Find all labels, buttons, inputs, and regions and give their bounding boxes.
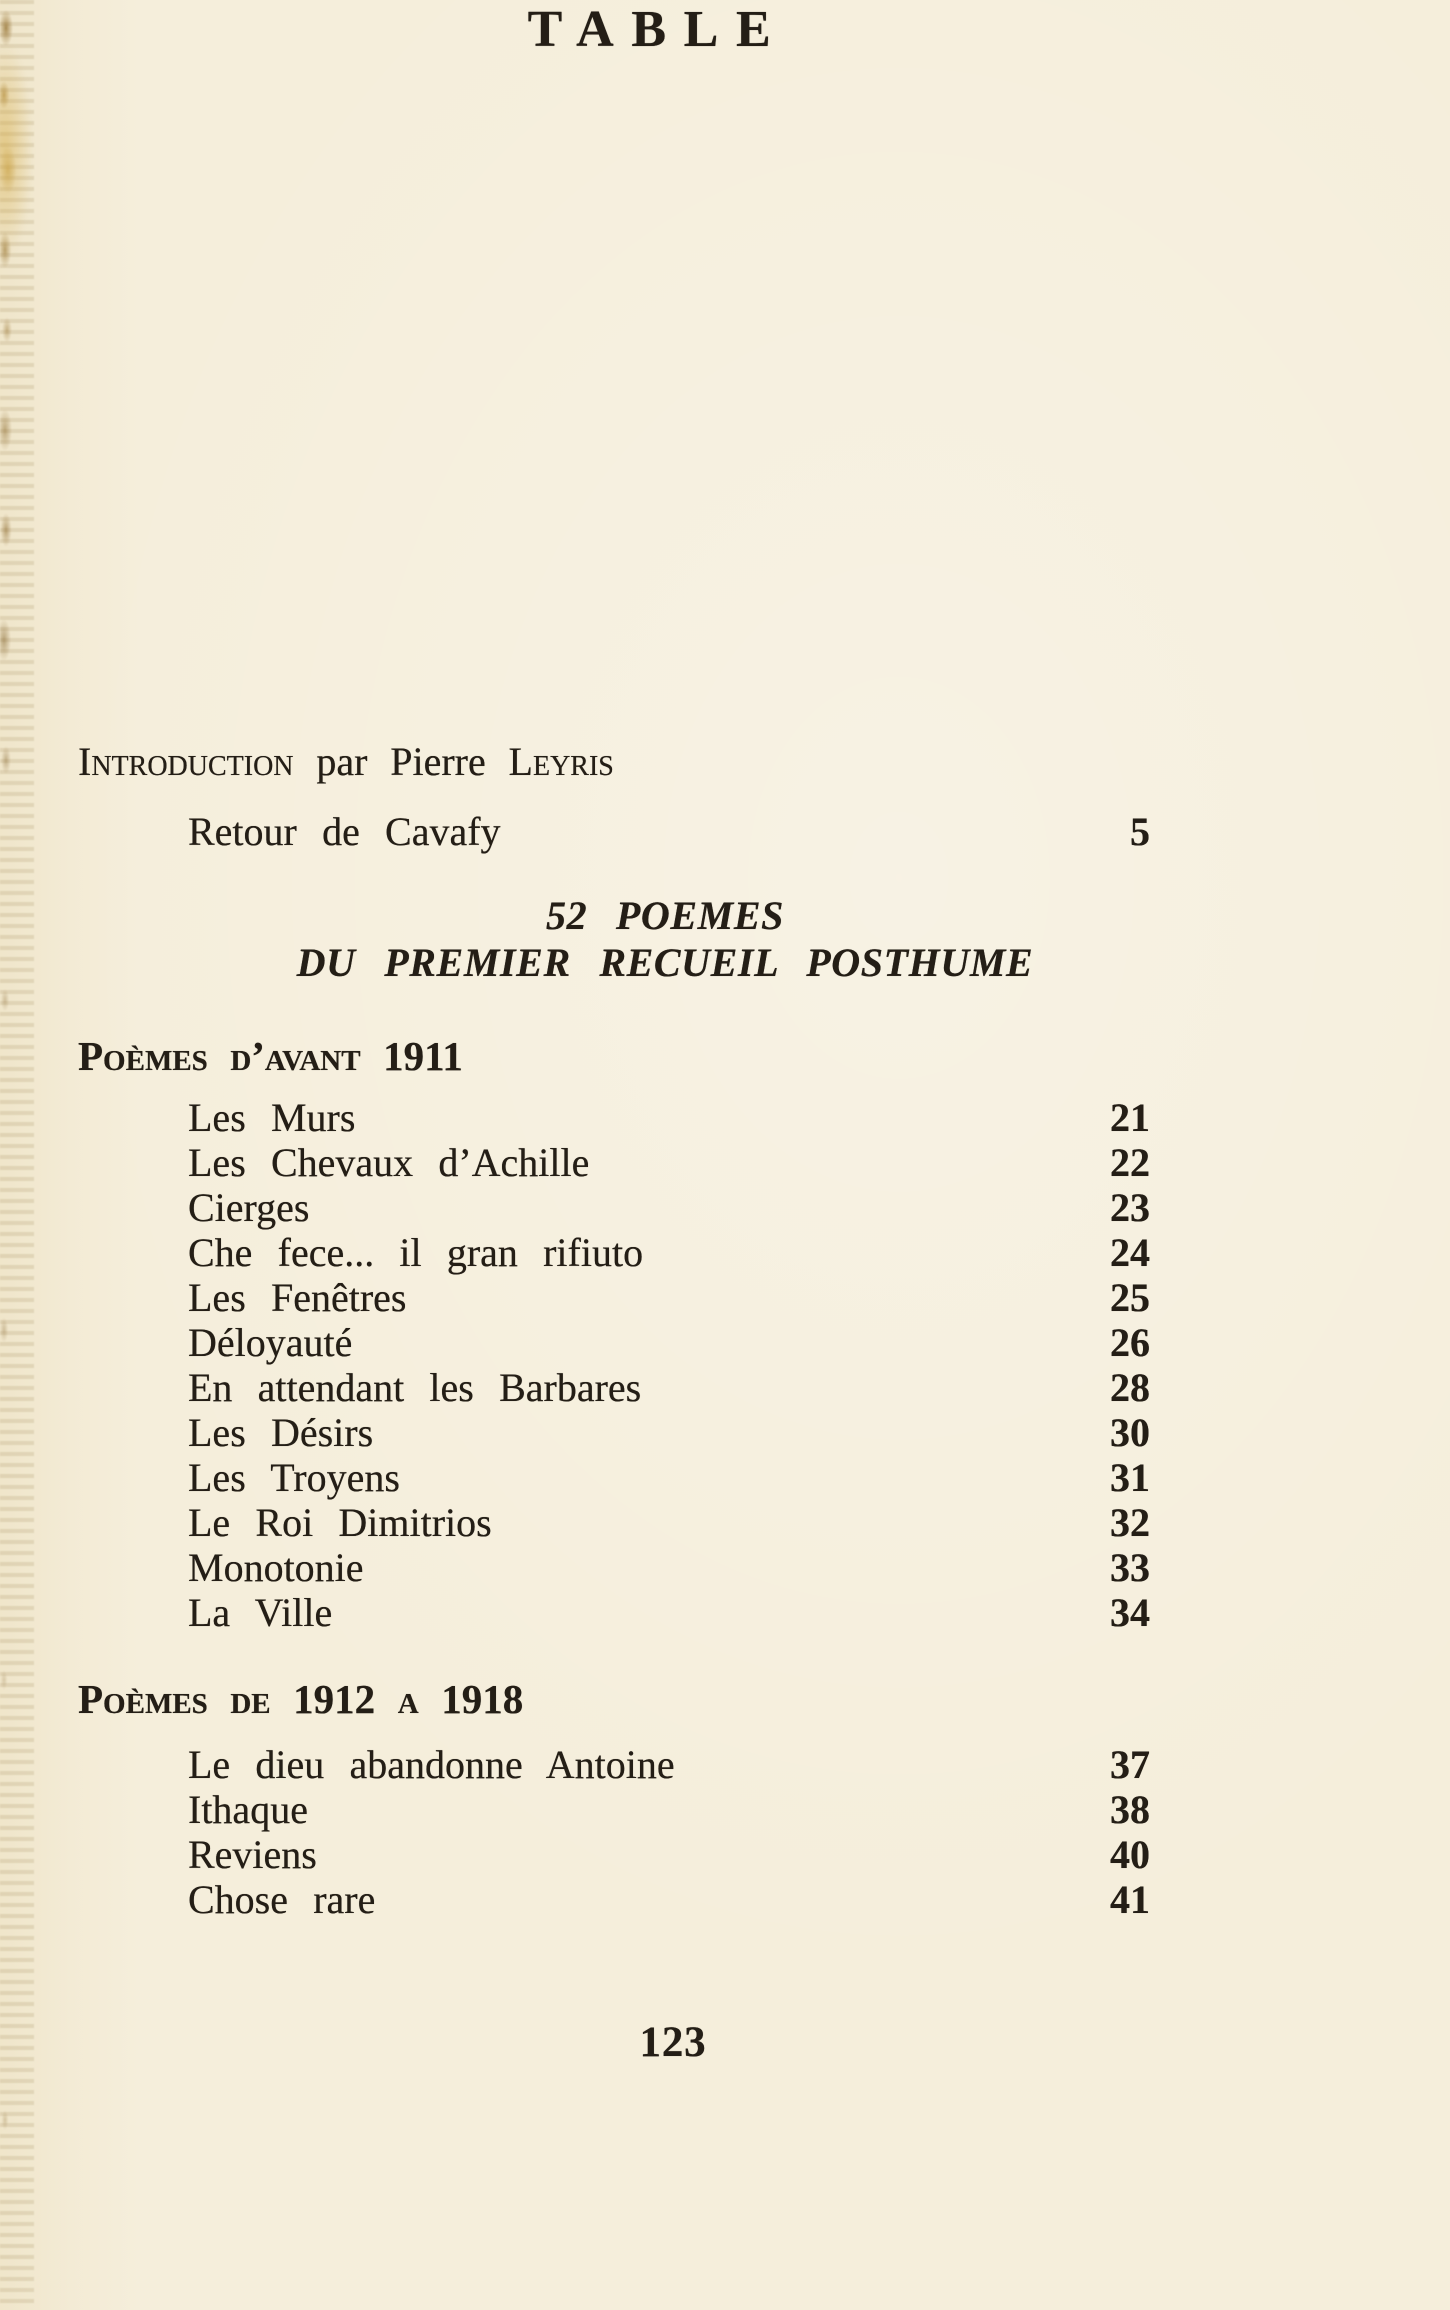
toc-entry-title: Reviens (188, 1832, 317, 1877)
toc-entry-title: Déloyauté (188, 1320, 353, 1365)
toc-entry-page: 24 (1110, 1230, 1150, 1275)
toc-entry-page: 30 (1110, 1410, 1150, 1455)
intro-heading (78, 738, 614, 786)
collection-subtitle-line2: DU PREMIER RECUEIL POSTHUME (296, 940, 1034, 985)
toc-row (188, 1832, 1150, 1877)
corner-stain (0, 30, 50, 330)
toc-row (188, 1275, 1150, 1320)
toc-entry-title: Les Murs (188, 1095, 356, 1140)
toc-entry-page: 23 (1110, 1185, 1150, 1230)
toc-entry-page: 25 (1110, 1275, 1150, 1320)
toc-row (188, 1545, 1150, 1590)
toc-row (188, 1185, 1150, 1230)
collection-subtitle (0, 892, 1330, 986)
toc-entry-page: 26 (1110, 1320, 1150, 1365)
toc-row (188, 1230, 1150, 1275)
section-heading: Poèmes d’avant 1911 (78, 1033, 463, 1079)
toc-section-rows (188, 1095, 1150, 1635)
toc-row (188, 1410, 1150, 1455)
toc-entry-title: Le Roi Dimitrios (188, 1500, 492, 1545)
toc-entry-page: 38 (1110, 1787, 1150, 1832)
toc-row (188, 1320, 1150, 1365)
section-heading: Poèmes de 1912 a 1918 (78, 1676, 524, 1722)
left-edge-aging (0, 0, 34, 2310)
toc-entry-page: 40 (1110, 1832, 1150, 1877)
collection-subtitle-line1: 52 POEMES (546, 893, 784, 938)
toc-entry-title: Chose rare (188, 1877, 376, 1922)
toc-entry-title: Les Troyens (188, 1455, 400, 1500)
toc-row (188, 1500, 1150, 1545)
toc-row (188, 1877, 1150, 1922)
toc-row (188, 1455, 1150, 1500)
toc-row (188, 1787, 1150, 1832)
intro-heading-author: Leyris (508, 739, 614, 784)
toc-section-rows (188, 1742, 1150, 1922)
toc-entry-title: La Ville (188, 1590, 333, 1635)
toc-entry-title: Che fece... il gran rifiuto (188, 1230, 644, 1275)
toc-entry-page: 37 (1110, 1742, 1150, 1787)
toc-entry-title: Les Chevaux d’Achille (188, 1140, 590, 1185)
toc-entry-page: 41 (1110, 1877, 1150, 1922)
toc-entry-title: Les Désirs (188, 1410, 374, 1455)
toc-row (188, 808, 1150, 856)
toc-entry-page: 5 (1130, 809, 1150, 854)
toc-entry-title: En attendant les Barbares (188, 1365, 642, 1410)
toc-entry-page: 28 (1110, 1365, 1150, 1410)
toc-entry-title: Ithaque (188, 1787, 308, 1832)
toc-row (188, 1140, 1150, 1185)
toc-row (188, 1095, 1150, 1140)
toc-entry-page: 21 (1110, 1095, 1150, 1140)
toc-entry-title: Monotonie (188, 1545, 364, 1590)
toc-entry-page: 33 (1110, 1545, 1150, 1590)
toc-entry-page: 32 (1110, 1500, 1150, 1545)
toc-row (188, 1365, 1150, 1410)
toc-entry-page: 31 (1110, 1455, 1150, 1500)
page-number: 123 (639, 2019, 707, 2066)
toc-row (188, 1590, 1150, 1635)
toc-entry-title: Cierges (188, 1185, 310, 1230)
intro-heading-word: Introduction (78, 739, 294, 784)
toc-entry-title: Le dieu abandonne Antoine (188, 1742, 675, 1787)
toc-entry-title: Les Fenêtres (188, 1275, 407, 1320)
intro-heading-byline: par Pierre (316, 739, 486, 784)
toc-entry-page: 34 (1110, 1590, 1150, 1635)
toc-entry-page: 22 (1110, 1140, 1150, 1185)
toc-row (188, 1742, 1150, 1787)
toc-entry-title: Retour de Cavafy (188, 809, 501, 854)
page-title: TABLE (527, 1, 789, 58)
